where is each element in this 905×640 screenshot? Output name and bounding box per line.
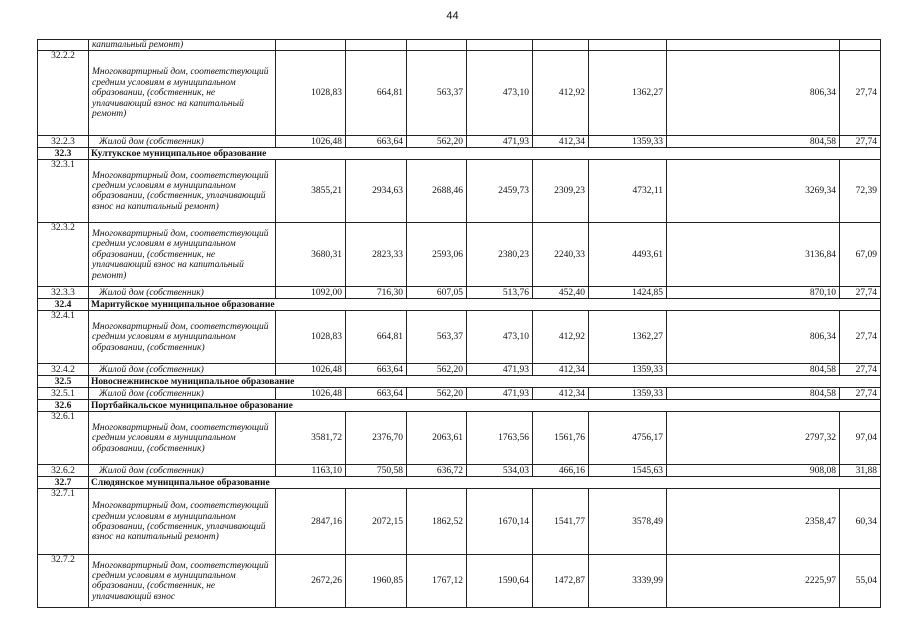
section-code: 32.4 [38,299,89,311]
value-col-3: 2063,61 [407,412,467,465]
table-row [38,51,881,136]
value-col-2: 663,64 [346,364,407,376]
item-description: Многоквартирный дом, соответствующий средним условиям в муниципальном образовании, (собственник, не уплачивающий взнос на капитальный ремонт) [89,223,276,287]
value-col-4: 473,10 [467,51,533,136]
item-description: Многоквартирный дом, соответствующий средним условиям в муниципальном образовании, (собственник, не уплачивающий взнос [89,555,276,608]
table-row [38,223,881,287]
value-col-3: 2593,06 [407,223,467,287]
table-body [38,40,881,608]
value-col-2: 716,30 [346,287,407,299]
value-col-7: 908,08 [667,465,840,477]
value-col-4: 2380,23 [467,223,533,287]
value-col-7: 3136,84 [667,223,840,287]
table-row [38,555,881,608]
section-title: Новоснежнинское муниципальное образование [89,376,881,388]
table-row [38,136,881,148]
value-col-3: 2688,46 [407,160,467,223]
value-col-5: 412,92 [533,311,589,364]
item-description: Многоквартирный дом, соответствующий средним условиям в муниципальном образовании, (собственник, уплачивающий взнос на капитальный ремонт) [89,489,276,555]
value-col-7: 2225,97 [667,555,840,608]
value-col-1: 2672,26 [276,555,346,608]
value-col-1: 1028,83 [276,311,346,364]
table-row [38,287,881,299]
value-col-2: 2934,63 [346,160,407,223]
item-code: 32.4.1 [38,311,89,364]
value-col-2: 1960,85 [346,555,407,608]
table-row [38,465,881,477]
value-col-7: 870,10 [667,287,840,299]
value-col-4: 473,10 [467,311,533,364]
item-description: Многоквартирный дом, соответствующий средним условиям в муниципальном образовании, (собственник, не уплачивающий взнос на капитальный ремонт) [89,51,276,136]
section-code: 32.5 [38,376,89,388]
item-code: 32.2.2 [38,51,89,136]
section-title: Портбайкальское муниципальное образование [89,400,881,412]
value-col-8: 27,74 [840,136,881,148]
value-col-4: 513,76 [467,287,533,299]
value-col-6: 1424,85 [589,287,667,299]
value-col-1: 1026,48 [276,364,346,376]
table-row [38,311,881,364]
value-col-3: 636,72 [407,465,467,477]
section-title: Маритуйское муниципальное образование [89,299,881,311]
section-row [38,376,881,388]
value-col-2: 2823,33 [346,223,407,287]
value-col-3: 562,20 [407,364,467,376]
item-code: 32.6.1 [38,412,89,465]
value-col-2: 664,81 [346,311,407,364]
value-col-8: 60,34 [840,489,881,555]
value-col-1: 1028,83 [276,51,346,136]
value-col-6: 1545,63 [589,465,667,477]
value-col-5: 1472,87 [533,555,589,608]
item-code: 32.7.2 [38,555,89,608]
value-col-4: 1590,64 [467,555,533,608]
page-number: 44 [446,10,459,22]
value-col-5: 2309,23 [533,160,589,223]
item-code: 32.2.3 [38,136,89,148]
value-col-1: 2847,16 [276,489,346,555]
section-code: 32.3 [38,148,89,160]
value-col-6: 1359,33 [589,136,667,148]
value-col-7: 2797,32 [667,412,840,465]
value-col-6: 4756,17 [589,412,667,465]
value-col-1: 3680,31 [276,223,346,287]
value-col-3: 563,37 [407,51,467,136]
item-code: 32.7.1 [38,489,89,555]
section-row [38,477,881,489]
section-row [38,299,881,311]
value-col-8: 67,09 [840,223,881,287]
value-col-6: 1362,27 [589,51,667,136]
item-code: 32.3.1 [38,160,89,223]
value-col-3: 563,37 [407,311,467,364]
table-row [38,412,881,465]
section-row [38,148,881,160]
value-col-4: 534,03 [467,465,533,477]
value-col-4: 1670,14 [467,489,533,555]
value-col-7: 3269,34 [667,160,840,223]
value-col-6: 4493,61 [589,223,667,287]
value-col-5: 452,40 [533,287,589,299]
table-row [38,489,881,555]
value-col-1: 3855,21 [276,160,346,223]
value-col-3: 1767,12 [407,555,467,608]
value-col-3: 1862,52 [407,489,467,555]
description-cell: капитальный ремонт) [89,40,276,51]
item-code: 32.6.2 [38,465,89,477]
table-row [38,388,881,400]
value-col-4: 471,93 [467,364,533,376]
table-row [38,364,881,376]
value-col-2: 750,58 [346,465,407,477]
value-col-2: 663,64 [346,388,407,400]
value-col-7: 804,58 [667,388,840,400]
value-col-5: 2240,33 [533,223,589,287]
value-col-6: 1362,27 [589,311,667,364]
item-description: Жилой дом (собственник) [89,388,276,400]
section-code: 32.6 [38,400,89,412]
value-col-6: 3578,49 [589,489,667,555]
value-col-6: 1359,33 [589,388,667,400]
value-col-8: 97,04 [840,412,881,465]
item-description: Жилой дом (собственник) [89,465,276,477]
value-col-4: 1763,56 [467,412,533,465]
value-col-3: 607,05 [407,287,467,299]
section-title: Слюдянское муниципальное образование [89,477,881,489]
value-col-4: 471,93 [467,136,533,148]
item-code: 32.5.1 [38,388,89,400]
value-col-5: 466,16 [533,465,589,477]
item-code: 32.3.2 [38,223,89,287]
value-col-5: 1541,77 [533,489,589,555]
item-description: Многоквартирный дом, соответствующий средним условиям в муниципальном образовании, (собственник) [89,412,276,465]
section-code: 32.7 [38,477,89,489]
value-col-7: 2358,47 [667,489,840,555]
value-col-6: 1359,33 [589,364,667,376]
value-col-8: 27,74 [840,388,881,400]
table-row [38,160,881,223]
value-col-7: 804,58 [667,136,840,148]
table-row-continuation [38,40,881,51]
value-col-5: 412,34 [533,388,589,400]
value-col-8: 27,74 [840,311,881,364]
value-col-8: 72,39 [840,160,881,223]
value-col-2: 663,64 [346,136,407,148]
value-col-4: 2459,73 [467,160,533,223]
value-col-7: 804,58 [667,364,840,376]
value-col-6: 3339,99 [589,555,667,608]
item-code: 32.4.2 [38,364,89,376]
item-description: Жилой дом (собственник) [89,287,276,299]
item-description: Многоквартирный дом, соответствующий средним условиям в муниципальном образовании, (собственник) [89,311,276,364]
value-col-8: 27,74 [840,51,881,136]
value-col-2: 2072,15 [346,489,407,555]
code-cell [38,40,89,51]
tariff-table [37,39,881,608]
value-col-2: 664,81 [346,51,407,136]
value-col-5: 1561,76 [533,412,589,465]
value-col-1: 1026,48 [276,388,346,400]
value-col-1: 1026,48 [276,136,346,148]
value-col-5: 412,34 [533,136,589,148]
value-col-1: 1163,10 [276,465,346,477]
item-code: 32.3.3 [38,287,89,299]
item-description: Многоквартирный дом, соответствующий средним условиям в муниципальном образовании, (собственник, уплачивающий взнос на капитальный ремонт) [89,160,276,223]
value-col-8: 27,74 [840,364,881,376]
value-col-7: 806,34 [667,311,840,364]
value-col-7: 806,34 [667,51,840,136]
value-col-1: 1092,00 [276,287,346,299]
value-col-3: 562,20 [407,388,467,400]
value-col-5: 412,92 [533,51,589,136]
item-description: Жилой дом (собственник) [89,136,276,148]
value-col-8: 55,04 [840,555,881,608]
value-col-4: 471,93 [467,388,533,400]
section-row [38,400,881,412]
value-col-6: 4732,11 [589,160,667,223]
value-col-8: 31,88 [840,465,881,477]
value-col-5: 412,34 [533,364,589,376]
value-col-3: 562,20 [407,136,467,148]
value-col-8: 27,74 [840,287,881,299]
value-col-2: 2376,70 [346,412,407,465]
value-col-1: 3581,72 [276,412,346,465]
item-description: Жилой дом (собственник) [89,364,276,376]
section-title: Култукское муниципальное образование [89,148,881,160]
